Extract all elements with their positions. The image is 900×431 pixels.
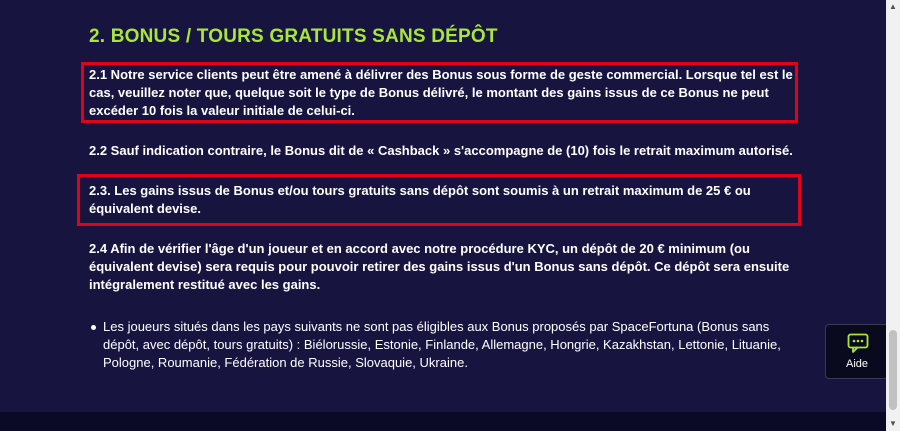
bullet-icon [91,325,96,330]
section-heading: 2. BONUS / TOURS GRATUITS SANS DÉPÔT [89,26,498,47]
help-label: Aide [845,358,869,370]
chat-icon [847,333,869,353]
vertical-scrollbar[interactable] [886,0,900,431]
scroll-thumb[interactable] [889,330,897,410]
scroll-down-icon[interactable]: ▼ [889,419,897,428]
highlight-box-2-1 [81,62,798,123]
highlight-box-2-3 [77,174,801,226]
paragraph-2-4: 2.4 Afin de vérifier l'âge d'un joueur et en accord avec notre procédure KYC, un dépôt de 20 € minimum (ou équivalent devise) sera requis pour pouvoir retirer des gains issus d'un Bonus sans dépôt. Ce dépôt sera ensuite intégralement restitué avec les gains. [89,241,790,292]
paragraph-2-1: 2.1 Notre service clients peut être amené à délivrer des Bonus sous forme de geste commercial. Lorsque tel est le cas, veuillez noter que, quelque soit le type de Bonus délivré, le montant des gains issus de ce Bonus ne peut excéder 10 fois la valeur initiale de celui-ci. [89,67,793,118]
paragraph-2-3: 2.3. Les gains issus de Bonus et/ou tours gratuits sans dépôt sont soumis à un retrait maximum de 25 € ou équivalent devise. [89,183,751,216]
ineligible-countries-list [89,318,801,372]
scroll-up-icon[interactable]: ▲ [889,2,897,11]
list-item [89,318,801,372]
help-button[interactable] [825,324,889,379]
footer-strip [0,412,886,431]
list-item-text: Les joueurs situés dans les pays suivants ne sont pas éligibles aux Bonus proposés par SpaceFortuna (Bonus sans dépôt, avec dépôt, tours gratuits) : Biélorussie, Estonie, Finlande, Allemagne, Hongrie, Kazakhstan, Lettonie, Lituanie, Pologne, Roumanie, Fédération de Russie, Slovaquie, Ukraine. [103,319,781,370]
paragraph-2-2: 2.2 Sauf indication contraire, le Bonus dit de « Cashback » s'accompagne de (10) fois le retrait maximum autorisé. [89,143,793,158]
